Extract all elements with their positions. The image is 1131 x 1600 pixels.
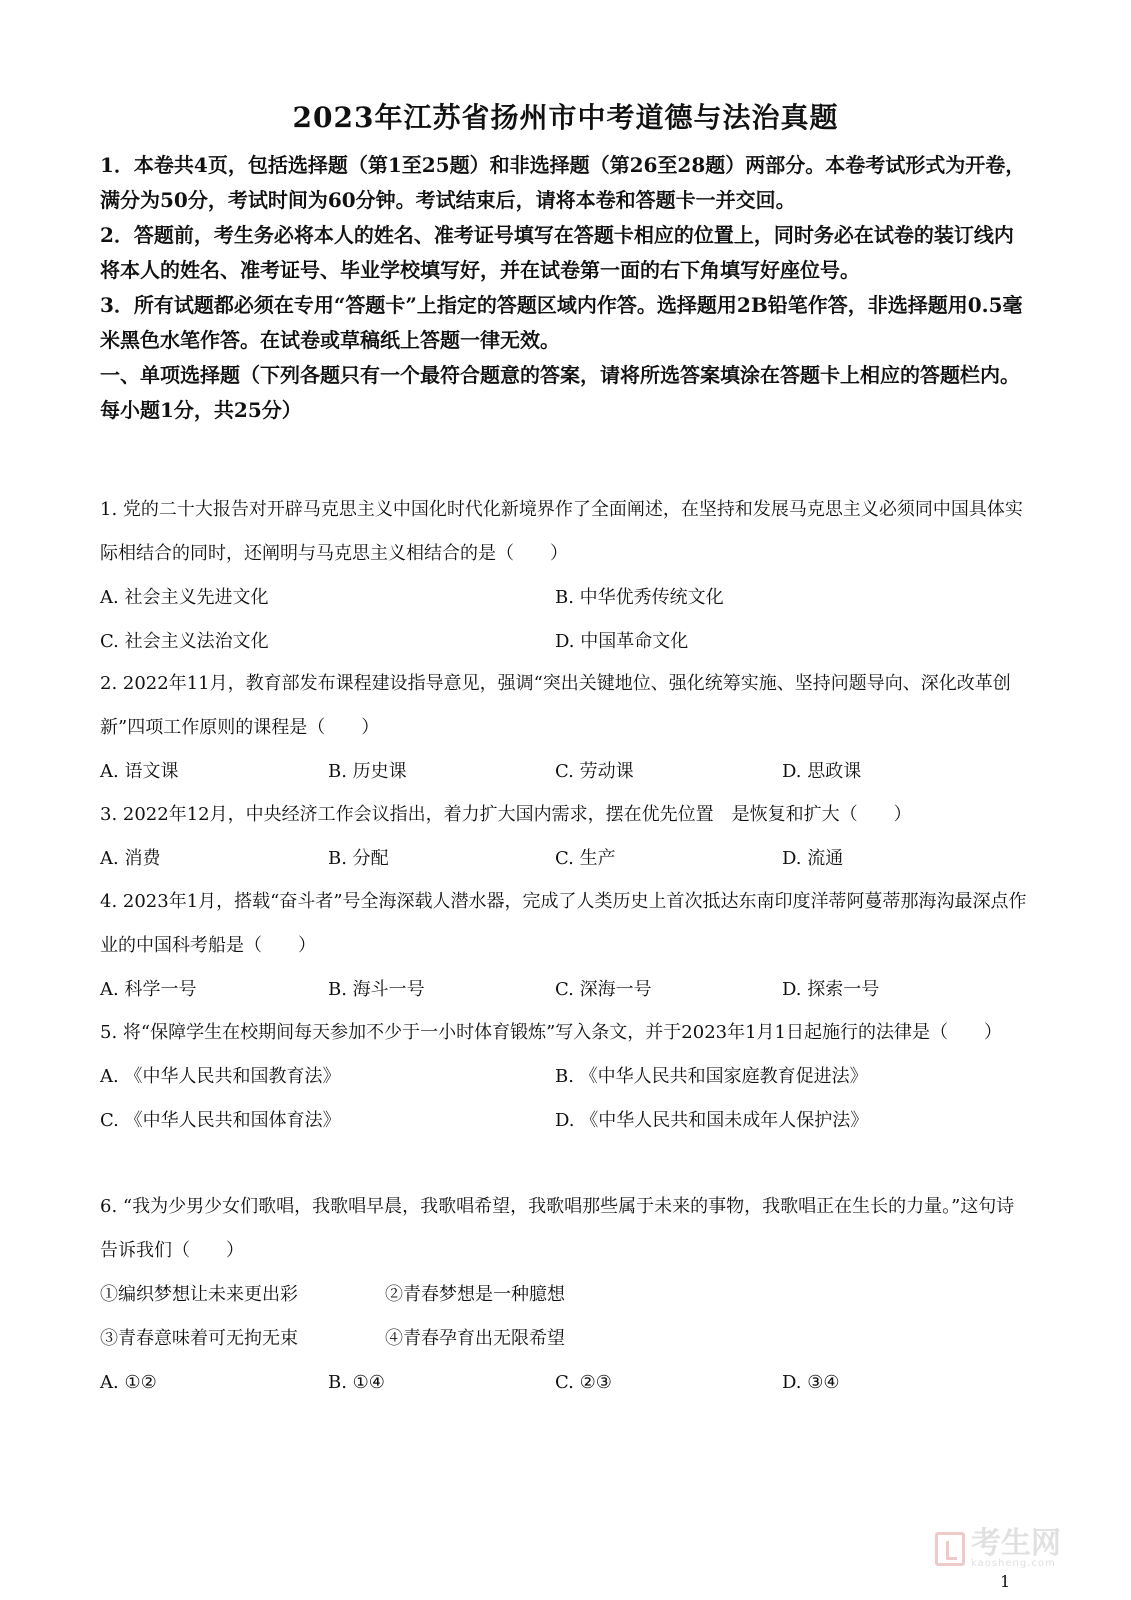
question-4: [100, 880, 1030, 1012]
question-stem: 3. 2022年12月，中央经济工作会议指出，着力扩大国内需求，摆在优先位置 是恢复和扩大（ ）: [100, 804, 912, 825]
option-c: C. 《中华人民共和国体育法》: [100, 1110, 341, 1131]
option-d: D. 探索一号: [782, 979, 880, 1000]
option-a: A. 语文课: [100, 761, 179, 782]
option-b: B. ①④: [328, 1372, 385, 1393]
option-a: A. 《中华人民共和国教育法》: [100, 1066, 341, 1087]
watermark-text: [971, 1526, 1061, 1569]
option-row: [100, 837, 1030, 881]
option-a: A. 消费: [100, 848, 161, 869]
statement-row: [100, 1317, 1030, 1361]
option-d: D. 流通: [782, 848, 844, 869]
question-1: [100, 488, 1030, 664]
option-b: B. 中华优秀传统文化: [555, 587, 724, 608]
option-b: B. 分配: [328, 848, 389, 869]
question-stem: 1. 党的二十大报告对开辟马克思主义中国化时代化新境界作了全面阐述，在坚持和发展马克思主义必须同中国具体实际相结合的同时，还阐明与马克思主义相结合的是（ ）: [100, 499, 1023, 564]
kaosheng-logo-icon: [935, 1532, 965, 1566]
option-b: B. 海斗一号: [328, 979, 425, 1000]
page-title: 2023年江苏省扬州市中考道德与法治真题: [292, 101, 839, 134]
option-row: [100, 1361, 1030, 1405]
statement-row: [100, 1273, 1030, 1317]
option-row: [100, 576, 1030, 620]
option-d: D. ③④: [782, 1372, 840, 1393]
option-d: D. 《中华人民共和国未成年人保护法》: [555, 1110, 869, 1131]
watermark: [935, 1528, 1105, 1570]
question-6: [100, 1185, 1030, 1405]
instructions: [100, 148, 1030, 428]
option-row: [100, 968, 1030, 1012]
option-row: [100, 1055, 1030, 1099]
question-stem: 6. “我为少男少女们歌唱，我歌唱早晨，我歌唱希望，我歌唱那些属于未来的事物，我歌唱正在生长的力量。”这句诗告诉我们（ ）: [100, 1196, 1015, 1261]
option-a: A. 社会主义先进文化: [100, 587, 269, 608]
question-stem: 2. 2022年11月，教育部发布课程建设指导意见，强调“突出关键地位、强化统筹实施、坚持问题导向、深化改革创新”四项工作原则的课程是（ ）: [100, 673, 1011, 738]
section-heading: 一、单项选择题（下列各题只有一个最符合题意的答案，请将所选答案填涂在答题卡上相应的答题栏内。每小题1分，共25分）: [100, 363, 1020, 422]
option-row: [100, 750, 1030, 794]
option-a: A. ①②: [100, 1372, 157, 1393]
option-row: [100, 620, 1030, 664]
question-stem: 5. 将“保障学生在校期间每天参加不少于一小时体育锻炼”写入条文，并于2023年1月1日起施行的法律是（ ）: [100, 1022, 1003, 1043]
watermark-sub: kaosheng.com: [971, 1558, 1056, 1569]
option-d: D. 思政课: [782, 761, 862, 782]
option-d: D. 中国革命文化: [555, 631, 689, 652]
option-c: C. 劳动课: [555, 761, 634, 782]
watermark-main: 考生网: [971, 1526, 1061, 1561]
page-number: 1: [1000, 1572, 1011, 1591]
question-3: [100, 793, 1030, 881]
question-stem: 4. 2023年1月，搭载“奋斗者”号全海深载人潜水器，完成了人类历史上首次抵达东南印度洋蒂阿蔓蒂那海沟最深点作业的中国科考船是（ ）: [100, 891, 1027, 956]
option-c: C. 社会主义法治文化: [100, 631, 269, 652]
statement-2: ②青春梦想是一种臆想: [385, 1284, 565, 1305]
option-c: C. 生产: [555, 848, 616, 869]
option-row: [100, 1099, 1030, 1143]
question-2: [100, 662, 1030, 794]
option-b: B. 历史课: [328, 761, 407, 782]
statement-3: ③青春意味着可无拘无束: [100, 1328, 298, 1349]
note-3: 3．所有试题都必须在专用“答题卡”上指定的答题区域内作答。选择题用2B铅笔作答，非选择题用0.5毫米黑色水笔作答。在试卷或草稿纸上答题一律无效。: [100, 293, 1023, 352]
option-a: A. 科学一号: [100, 979, 197, 1000]
option-c: C. 深海一号: [555, 979, 652, 1000]
note-2: 2．答题前，考生务必将本人的姓名、准考证号填写在答题卡相应的位置上，同时务必在试卷的装订线内将本人的姓名、准考证号、毕业学校填写好，并在试卷第一面的右下角填写好座位号。: [100, 223, 1014, 282]
note-1: 1．本卷共4页，包括选择题（第1至25题）和非选择题（第26至28题）两部分。本卷考试形式为开卷，满分为50分，考试时间为60分钟。考试结束后，请将本卷和答题卡一并交回。: [100, 153, 1026, 212]
question-5: [100, 1011, 1030, 1143]
statement-4: ④青春孕育出无限希望: [385, 1328, 565, 1349]
statement-1: ①编织梦想让未来更出彩: [100, 1284, 298, 1305]
option-c: C. ②③: [555, 1372, 612, 1393]
option-b: B. 《中华人民共和国家庭教育促进法》: [555, 1066, 868, 1087]
